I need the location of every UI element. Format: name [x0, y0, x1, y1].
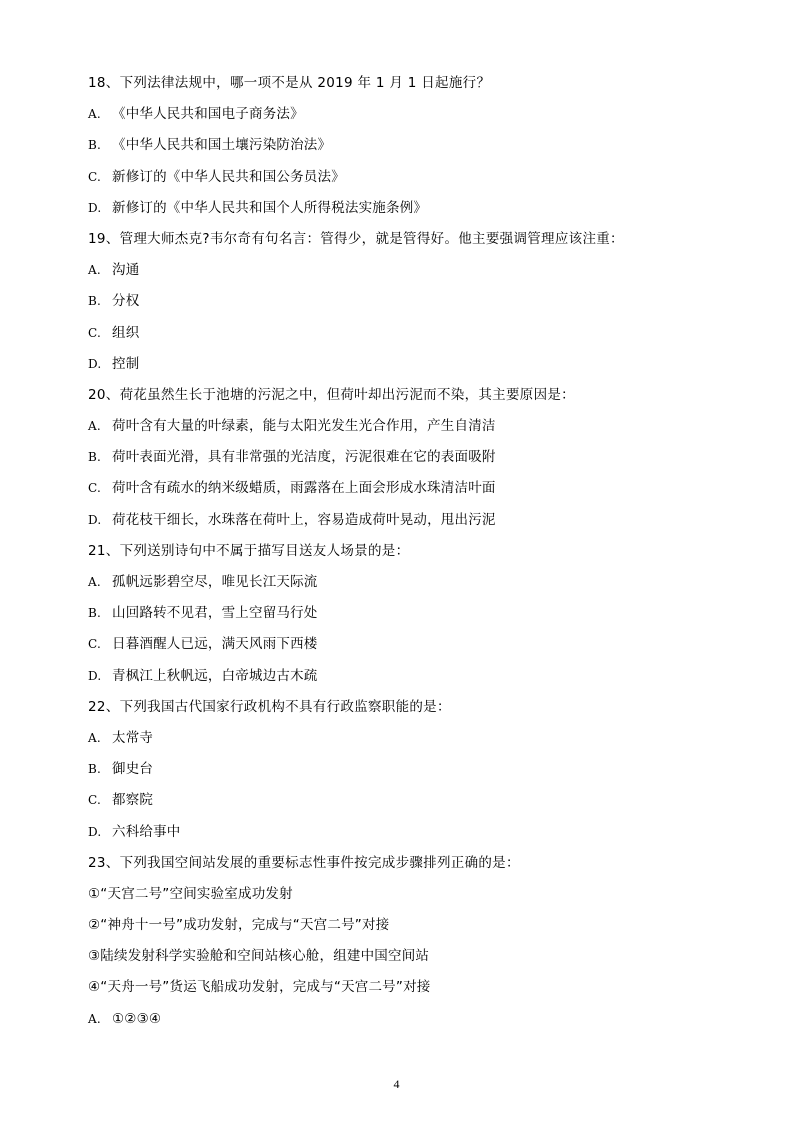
option-letter: A.: [88, 575, 101, 589]
option-letter: A.: [88, 107, 101, 122]
option-text: 新修订的《中华人民共和国公务员法》: [112, 168, 345, 185]
option-letter: B.: [88, 450, 102, 465]
option-text: 荷叶含有大量的叶绿素，能与太阳光发生光合作用，产生自清洁: [112, 418, 496, 435]
question-19-option-c: [88, 318, 708, 349]
option-letter: D.: [88, 512, 102, 527]
option-letter: C.: [88, 169, 101, 184]
question-21-option-d: [88, 661, 708, 692]
question-23-statement-4: ④“天舟一号”货运飞船成功发射，完成与“天宫二号”对接: [88, 979, 431, 996]
option-letter: A.: [88, 263, 101, 278]
question-23-statement-3: ③陆续发射科学实验舱和空间站核心舱，组建中国空间站: [88, 948, 430, 965]
option-letter: C.: [88, 325, 101, 340]
option-text: 《中华人民共和国土壤污染防治法》: [112, 137, 332, 154]
question-20-option-b: [88, 442, 708, 473]
option-letter: C.: [88, 481, 101, 496]
option-letter: D.: [88, 824, 102, 839]
question-19-title: 19、管理大师杰克?韦尔奇有句名言：管得少，就是管得好。他主要强调管理应该注重：: [88, 230, 624, 247]
question-21-option-b: [88, 598, 708, 629]
question-19-option-a: [88, 255, 708, 286]
option-text: 青枫江上秋帆远，白帝城边古木疏: [112, 667, 318, 684]
option-letter: B.: [88, 294, 102, 309]
option-letter: C.: [88, 637, 101, 652]
option-letter: B.: [88, 762, 102, 777]
option-letter: D.: [88, 200, 102, 215]
option-text: 控制: [112, 355, 140, 372]
question-23-option-a: [88, 1004, 708, 1035]
option-text: 日暮酒醒人已远，满天风雨下西楼: [112, 636, 318, 653]
option-text: 分权: [112, 293, 140, 310]
option-text: 新修订的《中华人民共和国个人所得税法实施条例》: [112, 199, 428, 216]
question-22-option-a: [88, 723, 708, 754]
option-text: 御史台: [112, 761, 154, 778]
option-letter: D.: [88, 668, 102, 683]
option-letter: B.: [88, 606, 102, 621]
option-letter: A.: [88, 419, 101, 434]
option-text: 组织: [112, 324, 140, 341]
option-text: 六科给事中: [112, 823, 181, 840]
question-22-option-d: [88, 817, 708, 848]
option-text: 沟通: [112, 262, 140, 279]
option-text: 孤帆远影碧空尽，唯见长江天际流: [112, 574, 318, 590]
question-23-statement-1: ①“天宫二号”空间实验室成功发射: [88, 885, 293, 902]
option-letter: B.: [88, 138, 102, 153]
question-21-option-c: [88, 629, 708, 660]
option-text: 荷花枝干细长，水珠落在荷叶上，容易造成荷叶晃动，甩出污泥: [112, 511, 496, 528]
question-20-title: 20、荷花虽然生长于池塘的污泥之中，但荷叶却出污泥而不染，其主要原因是：: [88, 386, 575, 403]
question-22-option-c: [88, 785, 708, 816]
question-18-option-c: [88, 162, 708, 193]
option-text: 太常寺: [112, 729, 154, 746]
question-list: [88, 68, 708, 1035]
question-20-option-d: [88, 505, 708, 536]
question-18-title: 18、下列法律法规中，哪一项不是从 2019 年 1 月 1 日起施行？: [88, 75, 491, 91]
option-letter: A.: [88, 730, 101, 745]
question-22-option-b: [88, 754, 708, 785]
question-22-title: 22、下列我国古代国家行政机构不具有行政监察职能的是：: [88, 698, 451, 715]
option-text: 《中华人民共和国电子商务法》: [112, 106, 304, 123]
option-text: ①②③④: [112, 1010, 162, 1027]
option-text: 都察院: [112, 792, 154, 809]
option-letter: A.: [88, 1011, 101, 1026]
question-18-option-a: [88, 99, 708, 130]
option-letter: D.: [88, 356, 102, 371]
question-23-statement-2: ②“神舟十一号”成功发射，完成与“天宫二号”对接: [88, 917, 390, 934]
option-text: 山回路转不见君，雪上空留马行处: [112, 605, 318, 622]
question-18-option-d: [88, 193, 708, 224]
question-19-option-b: [88, 286, 708, 317]
question-19-option-d: [88, 349, 708, 380]
page-number: 4: [393, 1077, 400, 1091]
question-20-option-a: [88, 411, 708, 442]
option-text: 荷叶表面光滑，具有非常强的光洁度，污泥很难在它的表面吸附: [112, 449, 496, 466]
option-letter: C.: [88, 793, 101, 808]
question-21-option-a: [88, 567, 708, 598]
question-20-option-c: [88, 473, 708, 504]
option-text: 荷叶含有疏水的纳米级蜡质，雨露落在上面会形成水珠清洁叶面: [112, 480, 496, 497]
question-18-option-b: [88, 130, 708, 161]
question-21-title: 21、下列送别诗句中不属于描写目送友人场景的是：: [88, 542, 410, 559]
question-23-title: 23、下列我国空间站发展的重要标志性事件按完成步骤排列正确的是：: [88, 854, 520, 871]
